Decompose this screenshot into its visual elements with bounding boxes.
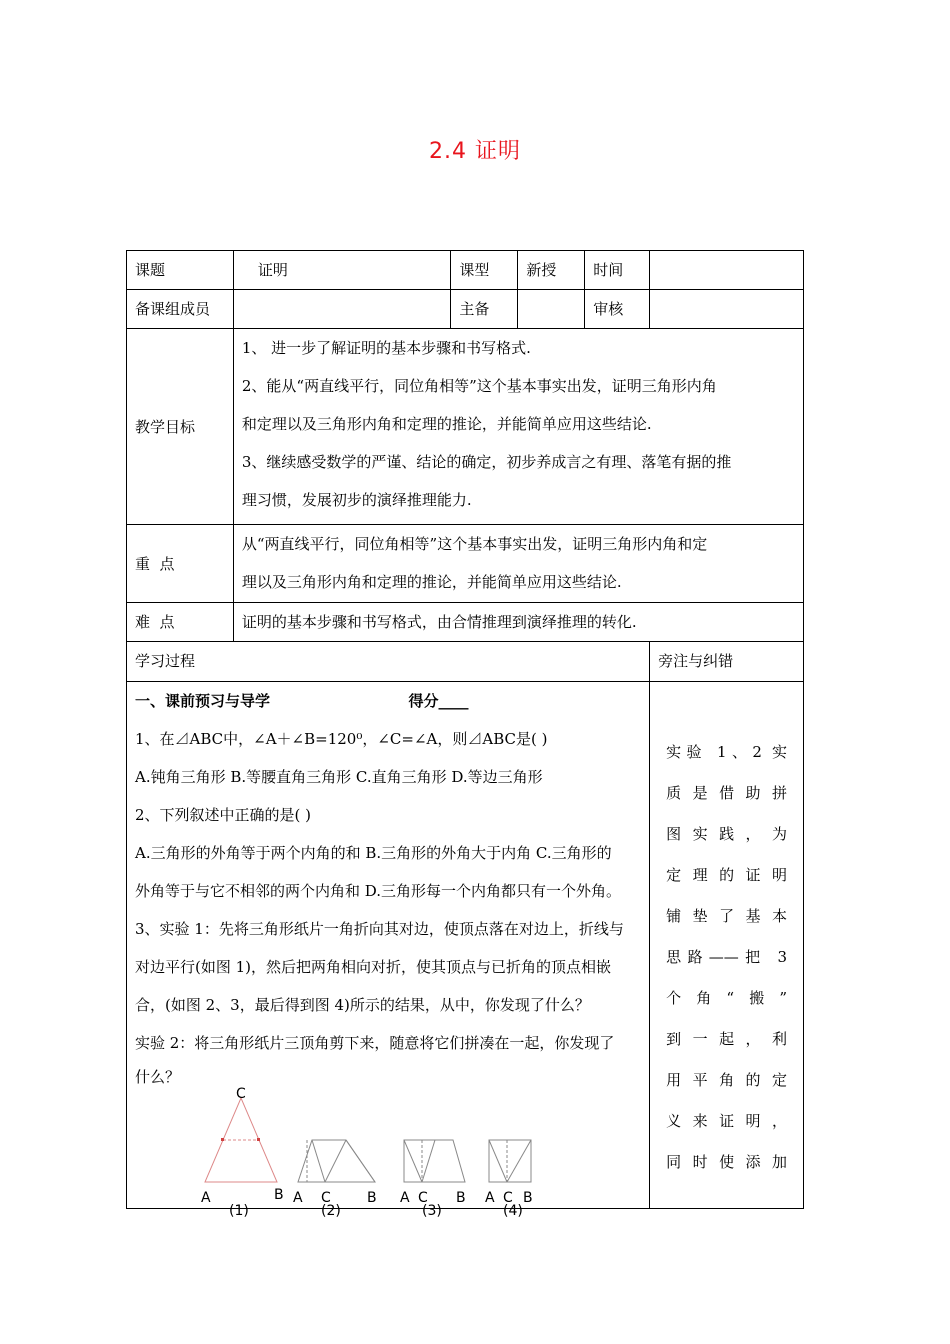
- side-label: 旁注与纠错: [650, 642, 804, 682]
- difficulty-label: 难 点: [127, 603, 234, 642]
- side-line: 到一起，利: [666, 1030, 787, 1048]
- fig2-caption: (2): [321, 1203, 341, 1219]
- section-title: 一、课前预习与导学: [135, 692, 271, 710]
- question-line: 实验 2：将三角形纸片三顶角剪下来，随意将它们拼凑在一起，你发现了: [135, 1034, 615, 1052]
- page-title: 2.4 证明: [429, 139, 521, 164]
- fig1-label-b: B: [274, 1187, 284, 1203]
- fig4-label-c: C: [503, 1190, 513, 1206]
- fig4-caption: (4): [503, 1203, 523, 1219]
- type-label: 课型: [451, 251, 518, 290]
- question-line: 什么？: [135, 1068, 181, 1086]
- type-value: 新授: [518, 251, 585, 290]
- fig2-label-a: A: [293, 1190, 303, 1206]
- process-content: [127, 682, 650, 1219]
- question-line: A.三角形的外角等于两个内角的和 B.三角形的外角大于内角 C.三角形的: [135, 844, 612, 862]
- goal-line: 理习惯，发展初步的演绎推理能力.: [241, 491, 472, 509]
- fig2-label-c: C: [321, 1190, 331, 1206]
- topic-value: 证明: [233, 251, 451, 290]
- score-field: 得分____: [408, 692, 469, 710]
- review-label: 审核: [585, 290, 650, 329]
- goals-content: [233, 329, 803, 525]
- figure-2: [293, 1140, 377, 1219]
- question-line: 合，(如图 2、3，最后得到图 4)所示的结果，从中，你发现了什么？: [135, 996, 590, 1014]
- side-line: 用平角的定: [666, 1071, 787, 1089]
- side-line: 同时使添加: [666, 1153, 787, 1171]
- question-line: 2、下列叙述中正确的是( ): [135, 806, 312, 824]
- fig3-label-b: B: [456, 1190, 466, 1206]
- fig3-caption: (3): [422, 1203, 442, 1219]
- side-line: 定理的证明: [666, 866, 787, 884]
- question-line: 1、在⊿ABC中，∠A＋∠B=120⁰，∠C=∠A，则⊿ABC是( ): [135, 730, 548, 748]
- goals-label: 教学目标: [127, 329, 234, 525]
- section-header: [135, 682, 641, 720]
- goal-line: 1、 进一步了解证明的基本步骤和书写格式.: [241, 339, 531, 357]
- fig4-label-b: B: [523, 1190, 533, 1206]
- group-value: [233, 290, 451, 329]
- fig3-label-c: C: [418, 1190, 428, 1206]
- key-label: 重 点: [127, 525, 234, 603]
- time-label: 时间: [585, 251, 650, 290]
- side-line: 铺垫了基本: [666, 907, 787, 925]
- time-value: [650, 251, 804, 290]
- figure-1: [201, 1086, 284, 1219]
- key-content: [233, 525, 803, 603]
- lead-value: [518, 290, 585, 329]
- review-value: [650, 290, 804, 329]
- topic-label: 课题: [127, 251, 234, 290]
- goal-line: 2、能从“两直线平行，同位角相等”这个基本事实出发，证明三角形内角: [241, 377, 717, 395]
- question-line: 3、实验 1：先将三角形纸片一角折向其对边，使顶点落在对边上，折线与: [135, 920, 624, 938]
- lead-label: 主备: [451, 290, 518, 329]
- question-line: A.钝角三角形 B.等腰直角三角形 C.直角三角形 D.等边三角形: [135, 768, 543, 786]
- goal-line: 3、继续感受数学的严谨、结论的确定，初步养成言之有理、落笔有据的推: [241, 453, 732, 471]
- process-label: 学习过程: [127, 642, 650, 682]
- difficulty-content: 证明的基本步骤和书写格式，由合情推理到演绎推理的转化.: [233, 603, 803, 642]
- key-line: 理以及三角形内角和定理的推论，并能简单应用这些结论.: [241, 573, 622, 591]
- key-line: 从“两直线平行，同位角相等”这个基本事实出发，证明三角形内角和定: [241, 535, 708, 553]
- lesson-plan-table: [126, 250, 804, 1219]
- folding-figures: [135, 1062, 695, 1219]
- side-line: 思路——把 3: [666, 948, 787, 966]
- figure-4: [485, 1140, 533, 1219]
- question-line: 对边平行(如图 1)，然后把两角相向对折，使其顶点与已折角的顶点相嵌: [135, 958, 612, 976]
- side-line: 义来证明，: [666, 1112, 787, 1130]
- side-line: 质是借助拼: [666, 784, 787, 802]
- side-line: 图实践，为: [666, 825, 787, 843]
- fig2-label-b: B: [367, 1190, 377, 1206]
- fig1-label-a: A: [201, 1190, 211, 1206]
- group-label: 备课组成员: [127, 290, 234, 329]
- fig1-label-c: C: [236, 1086, 246, 1102]
- fig3-label-a: A: [400, 1190, 410, 1206]
- side-line: 实验 1、2 实: [666, 743, 787, 761]
- fig4-label-a: A: [485, 1190, 495, 1206]
- figure-3: [400, 1140, 466, 1219]
- figure-row: [135, 1062, 641, 1219]
- goal-line: 和定理以及三角形内角和定理的推论，并能简单应用这些结论.: [241, 415, 652, 433]
- question-line: 外角等于与它不相邻的两个内角和 D.三角形每一个内角都只有一个外角。: [135, 882, 622, 900]
- side-line: 个角“搬”: [666, 989, 787, 1007]
- fig1-caption: (1): [229, 1203, 249, 1219]
